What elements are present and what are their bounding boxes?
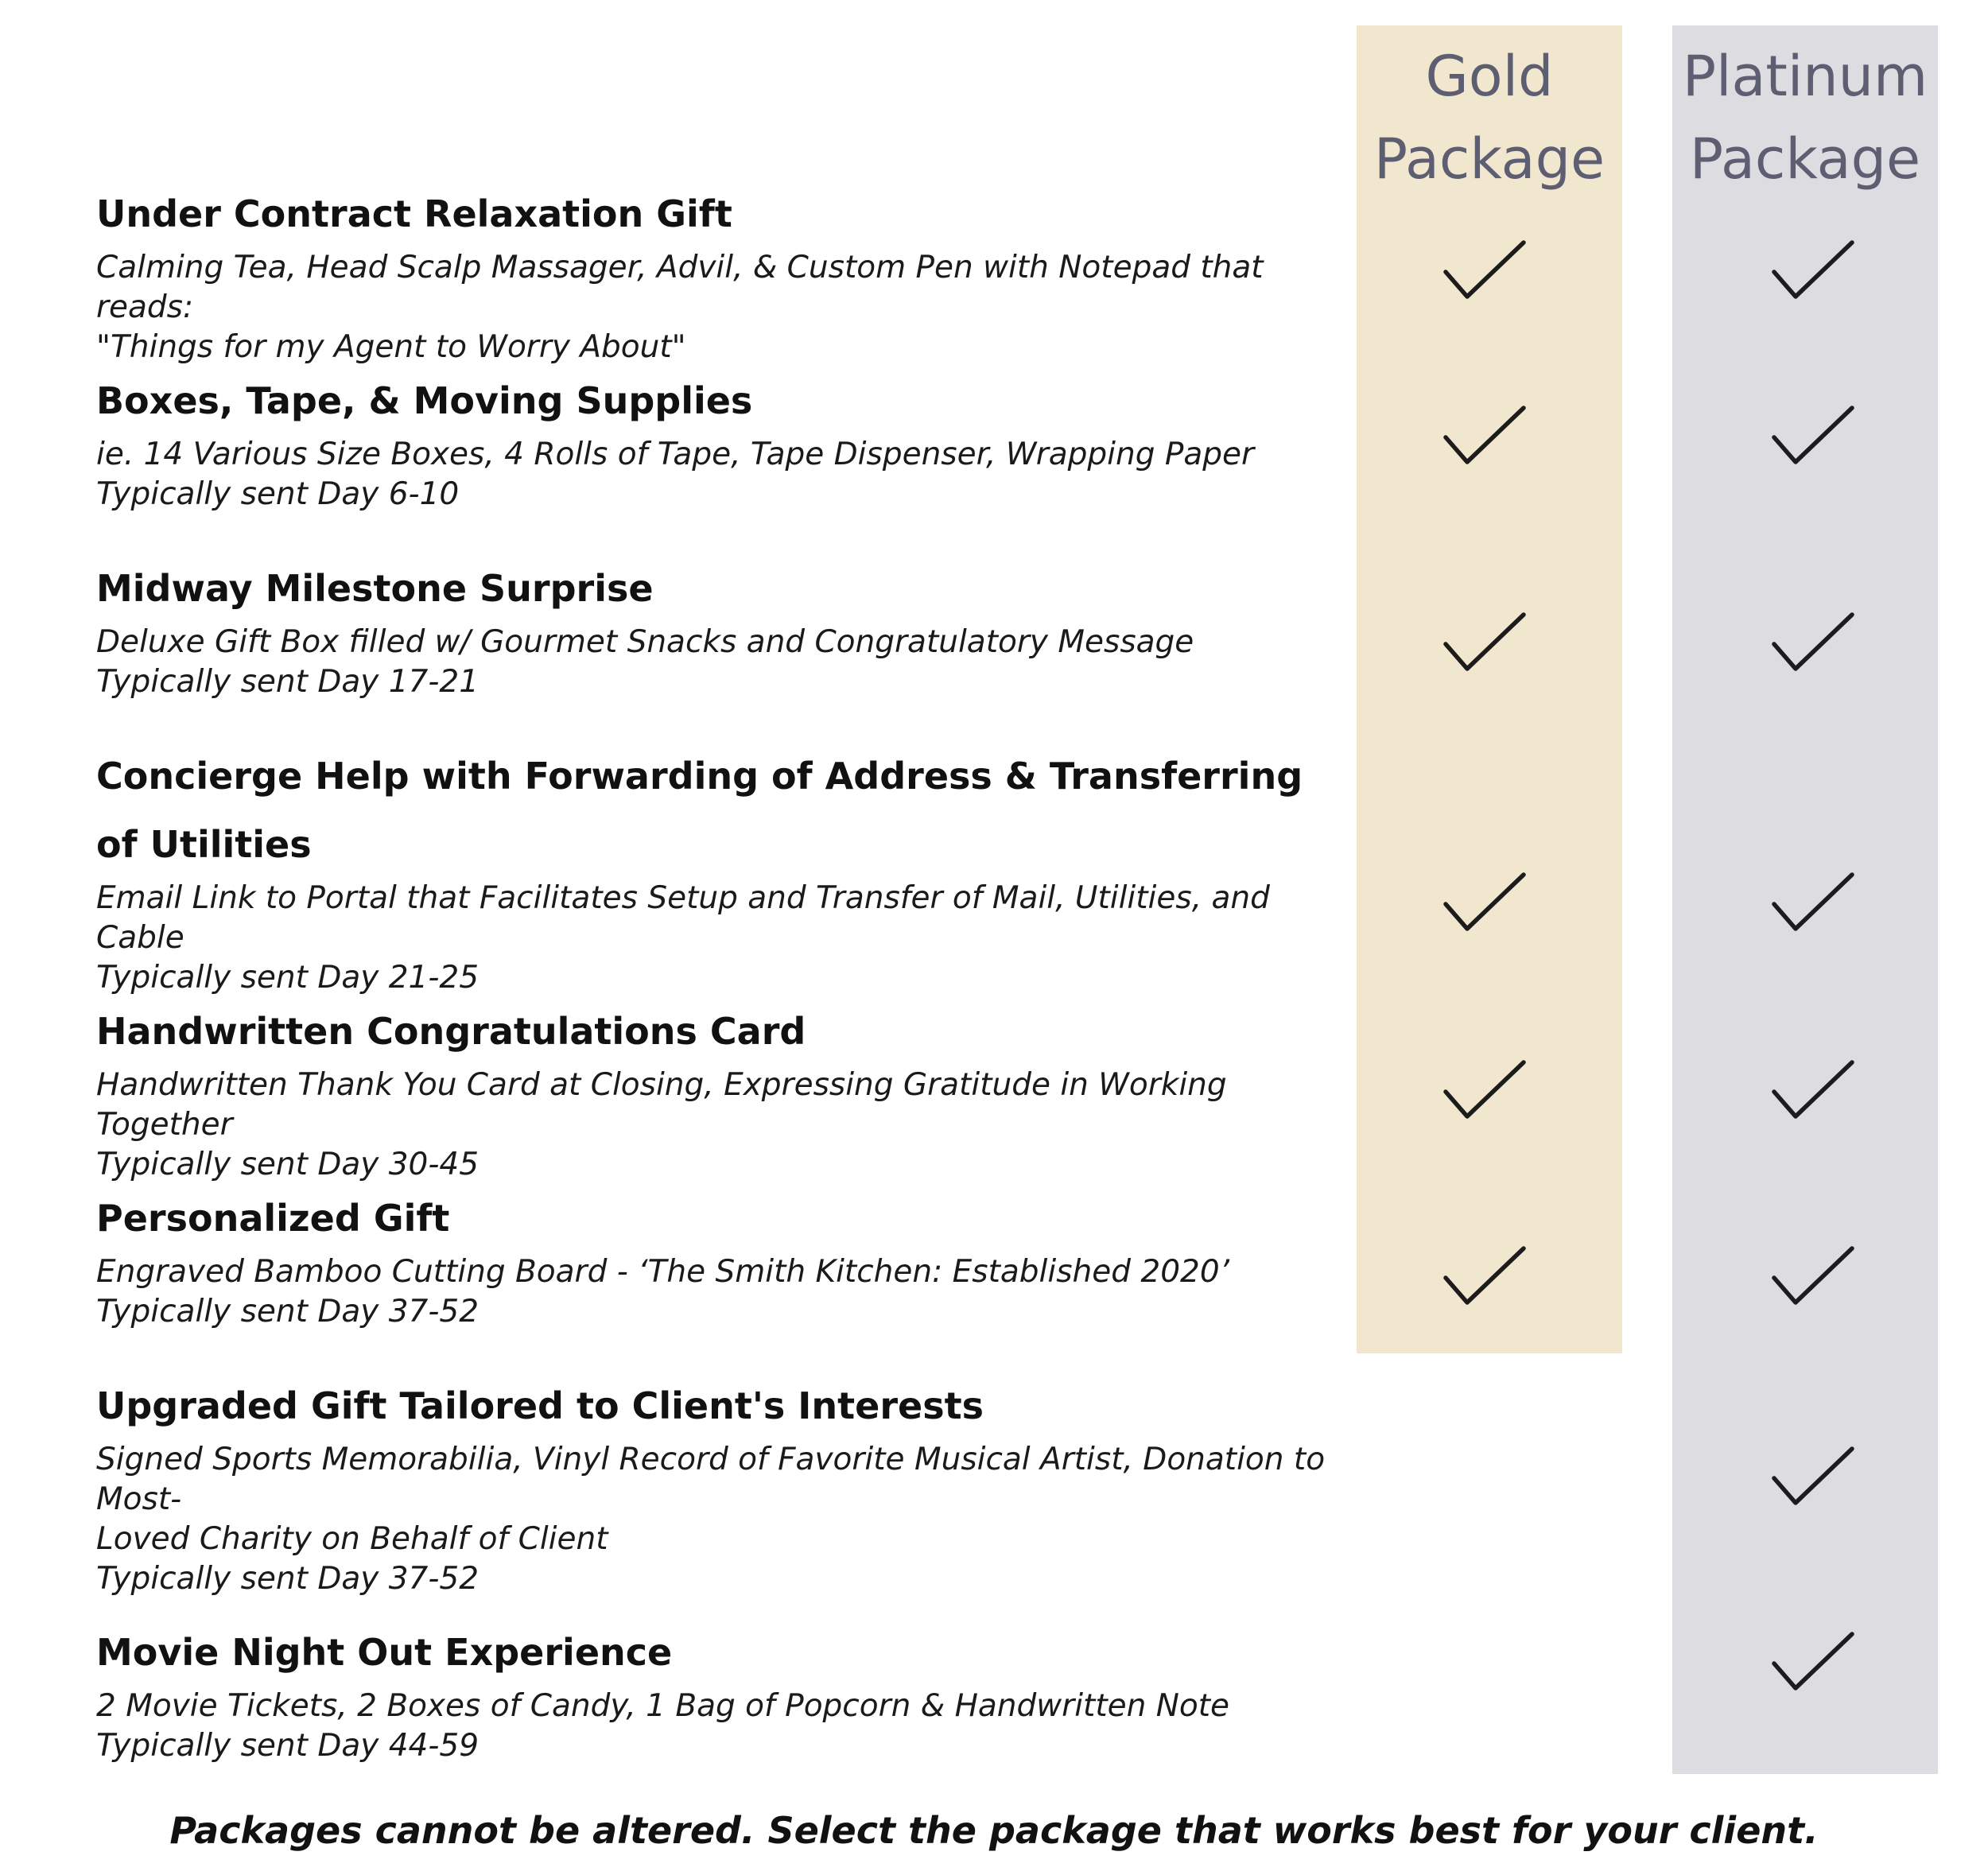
feature-item: [96, 180, 1337, 367]
platinum-package-header: [1672, 35, 1938, 200]
feature-description: 2 Movie Tickets, 2 Boxes of Candy, 1 Bag of Popcorn & Handwritten Note Typically sent Day 44-59: [96, 1688, 1230, 1764]
check-icon: [1769, 1058, 1857, 1122]
check-icon: [1769, 1445, 1857, 1508]
footer-note: Packages cannot be altered. Select the package that works best for your client.: [169, 1809, 1819, 1852]
check-icon: [1441, 871, 1528, 934]
feature-description: ie. 14 Various Size Boxes, 4 Rolls of Tape, Tape Dispenser, Wrapping Paper Typically sent Day 6-10: [96, 437, 1255, 512]
gold-column-background: [1357, 25, 1622, 1353]
check-icon: [1441, 404, 1528, 468]
feature-item: [96, 742, 1337, 998]
feature-title: Upgraded Gift Tailored to Client's Interests: [96, 1384, 984, 1427]
feature-description: Engraved Bamboo Cutting Board - ‘The Smith Kitchen: Established 2020’ Typically sent Day 37-52: [96, 1254, 1230, 1330]
feature-title: Personalized Gift: [96, 1197, 450, 1240]
check-icon: [1769, 611, 1857, 674]
feature-description: Calming Tea, Head Scalp Massager, Advil, & Custom Pen with Notepad that reads: "Things for my Agent to Worry About": [96, 250, 1264, 365]
platinum-header-line2: Package: [1689, 126, 1921, 192]
feature-item: [96, 1372, 1337, 1599]
check-icon: [1769, 871, 1857, 934]
check-icon: [1769, 1244, 1857, 1308]
feature-title: Movie Night Out Experience: [96, 1631, 673, 1674]
feature-item: [96, 997, 1337, 1185]
check-icon: [1441, 1244, 1528, 1308]
feature-title: Boxes, Tape, & Moving Supplies: [96, 379, 753, 422]
feature-title: Under Contract Relaxation Gift: [96, 192, 732, 235]
gold-header-line2: Package: [1373, 126, 1606, 192]
check-icon: [1441, 239, 1528, 302]
platinum-header-line1: Platinum: [1682, 44, 1928, 109]
feature-description: Signed Sports Memorabilia, Vinyl Record of Favorite Musical Artist, Donation to Most- Loved Charity on Behalf of Client Typically sent Day 37-52: [96, 1442, 1326, 1597]
feature-title: Handwritten Congratulations Card: [96, 1010, 806, 1053]
feature-item: [96, 1618, 1337, 1766]
gold-package-header: [1357, 35, 1622, 200]
check-icon: [1769, 239, 1857, 302]
check-icon: [1769, 404, 1857, 468]
feature-title: Midway Milestone Surprise: [96, 567, 654, 610]
gold-header-line1: Gold: [1425, 44, 1554, 109]
feature-title: Concierge Help with Forwarding of Address & Transferring of Utilities: [96, 755, 1303, 866]
feature-description: Deluxe Gift Box filled w/ Gourmet Snacks and Congratulatory Message Typically sent Day 17-21: [96, 624, 1194, 700]
feature-item: [96, 367, 1337, 514]
feature-description: Email Link to Portal that Facilitates Setup and Transfer of Mail, Utilities, and Cable Typically sent Day 21-25: [96, 880, 1270, 996]
feature-description: Handwritten Thank You Card at Closing, Expressing Gratitude in Working Together Typically sent Day 30-45: [96, 1067, 1227, 1182]
check-icon: [1441, 611, 1528, 674]
feature-item: [96, 554, 1337, 702]
check-icon: [1769, 1630, 1857, 1694]
check-icon: [1441, 1058, 1528, 1122]
feature-item: [96, 1184, 1337, 1332]
